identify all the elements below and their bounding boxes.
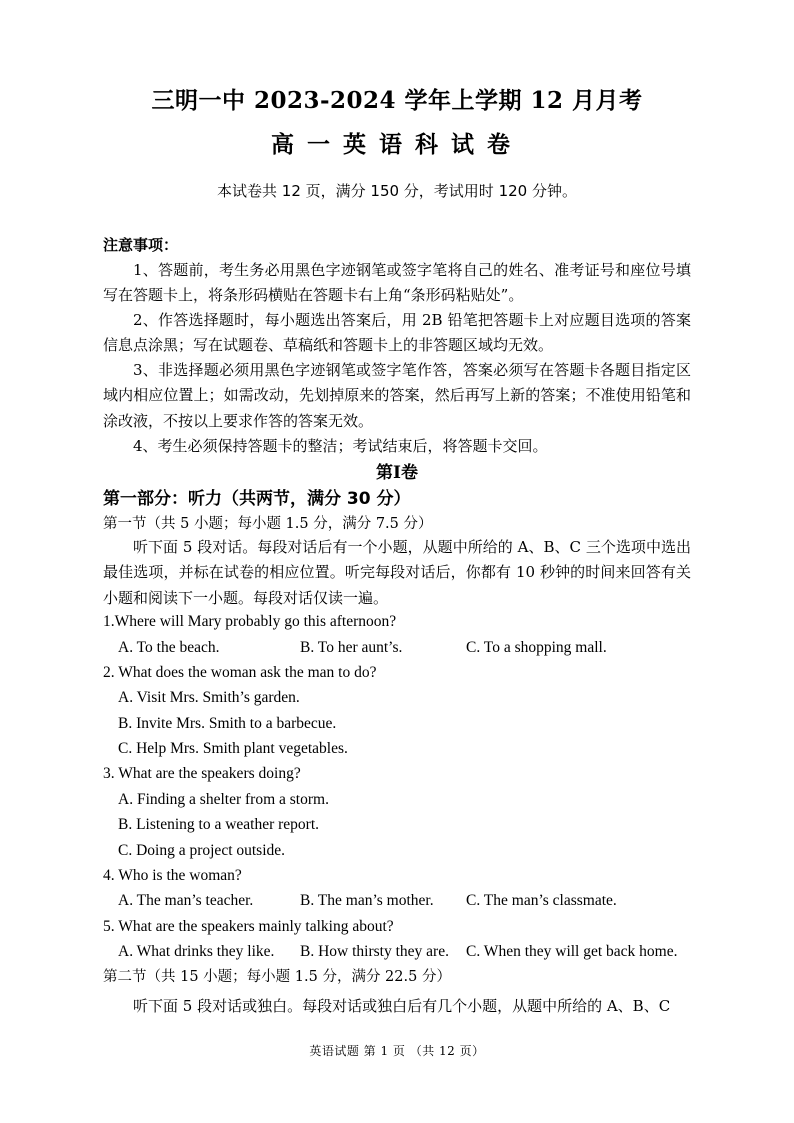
note-item: 1、答题前，考生务必用黑色字迹钢笔或签字笔将自己的姓名、准考证号和座位号填写在答题卡上，将条形码横贴在答题卡右上角“条形码粘贴处”。 (103, 261, 691, 305)
section1-heading: 第一节（共 5 小题；每小题 1.5 分，满分 7.5 分） (103, 516, 433, 532)
section2-instructions: 听下面 5 段对话或独白。每段对话或独白后有几个小题，从题中所给的 A、B、C (133, 997, 671, 1015)
option-a: A. Visit Mrs. Smith’s garden. (118, 689, 300, 706)
option-c: C. Help Mrs. Smith plant vegetables. (118, 740, 348, 757)
page-footer: 英语试题 第 1 页 （共 12 页） (309, 1044, 485, 1058)
option-c: C. Doing a project outside. (118, 842, 286, 859)
notes-heading: 注意事项： (103, 236, 179, 254)
question-stem: 2. What does the woman ask the man to do? (103, 664, 377, 681)
question-stem: 4. Who is the woman? (103, 867, 242, 884)
option-a: A. The man’s teacher. (118, 892, 254, 909)
part1-heading: 第一部分：听力（共两节，满分 30 分） (103, 489, 411, 509)
note-item: 2、作答选择题时，每小题选出答案后，用 2B 铅笔把答题卡上对应题目选项的答案信息点涂黑；写在试题卷、草稿纸和答题卡上的非答题区域均无效。 (103, 311, 691, 355)
option-b: B. Invite Mrs. Smith to a barbecue. (118, 715, 337, 732)
note-item: 3、非选择题必须用黑色字迹钢笔或签字笔作答，答案必须写在答题卡各题目指定区域内相应位置上；如需改动，先划掉原来的答案，然后再写上新的答案；不准使用铅笔和涂改液，不按以上要求作答的答案无效。 (103, 361, 691, 430)
option-b: B. The man’s mother. (300, 892, 434, 909)
question-stem: 1.Where will Mary probably go this afternoon? (103, 613, 397, 630)
option-b: B. How thirsty they are. (300, 943, 449, 960)
exam-intro: 本试卷共 12 页，满分 150 分，考试用时 120 分钟。 (217, 182, 577, 200)
section2-heading: 第二节（共 15 小题；每小题 1.5 分，满分 22.5 分） (103, 969, 451, 985)
note-item: 4、考生必须保持答题卡的整洁；考试结束后，将答题卡交回。 (133, 437, 548, 455)
option-b: B. Listening to a weather report. (118, 816, 320, 833)
exam-subtitle: 高一英语科试卷 (271, 131, 523, 158)
option-c: C. The man’s classmate. (466, 892, 617, 909)
option-a: A. What drinks they like. (118, 943, 275, 960)
option-c: C. When they will get back home. (466, 943, 678, 960)
section1-instructions: 听下面 5 段对话。每段对话后有一个小题，从题中所给的 A、B、C 三个选项中选出最佳选项，并标在试卷的相应位置。听完每段对话后，你都有 10 秒钟的时间来回答有关小题和阅读下一小题。每段对话仅读一遍。 (103, 538, 691, 607)
question-stem: 3. What are the speakers doing? (103, 765, 301, 782)
option-b: B. To her aunt’s. (300, 639, 403, 656)
option-a: A. To the beach. (118, 639, 220, 656)
option-c: C. To a shopping mall. (466, 639, 607, 656)
exam-title: 三明一中 2023-2024 学年上学期 12 月月考 (151, 87, 643, 114)
volume-label: 第I卷 (376, 463, 418, 483)
question-stem: 5. What are the speakers mainly talking about? (103, 918, 394, 935)
option-a: A. Finding a shelter from a storm. (118, 791, 329, 808)
